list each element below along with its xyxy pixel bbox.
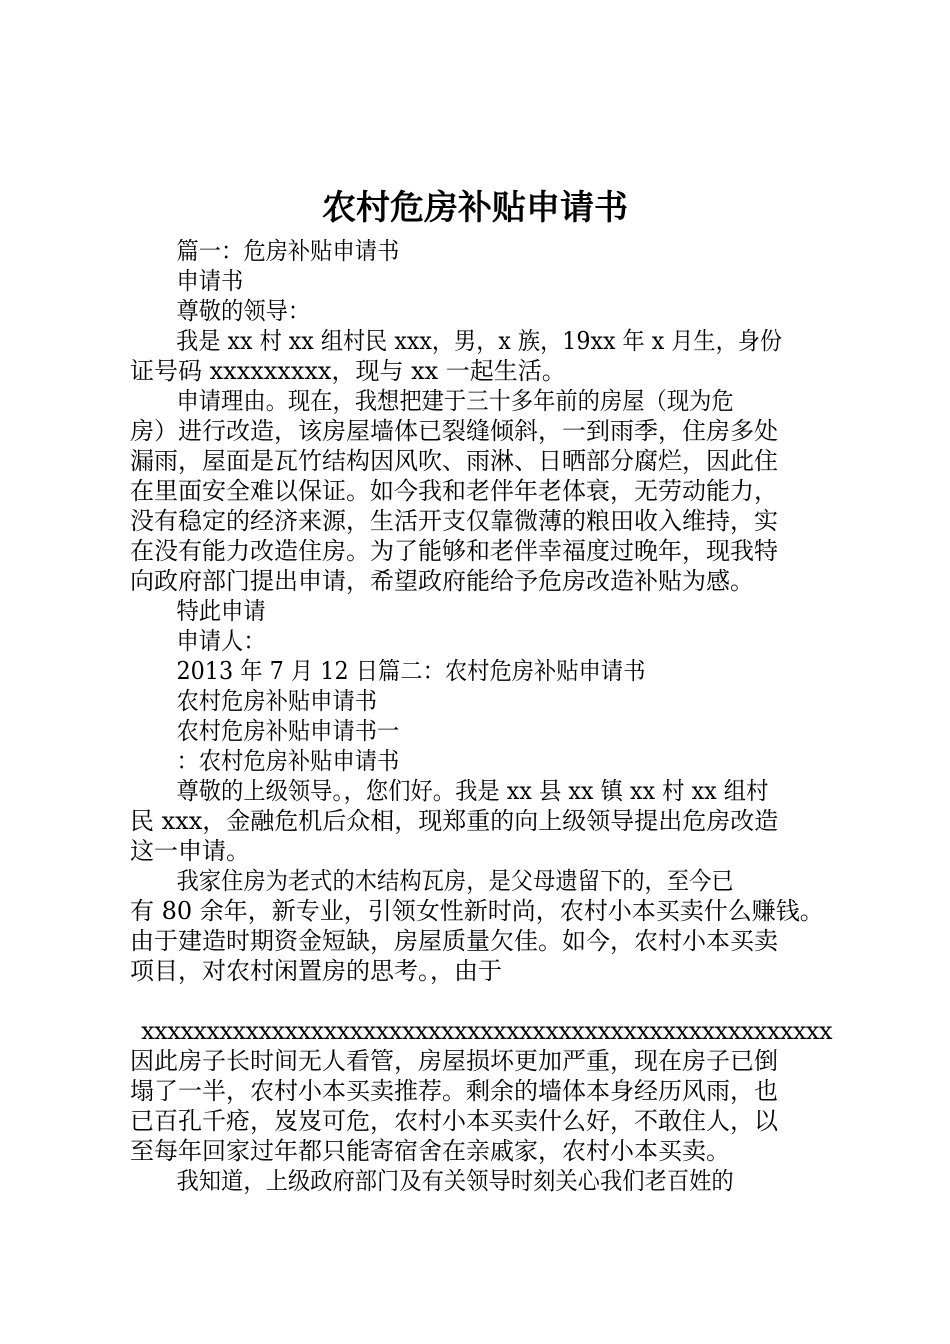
text-line: 我知道，上级政府部门及有关领导时刻关心我们老百姓的 [176, 1167, 734, 1195]
text-line: 篇一：危房补贴申请书 [176, 237, 400, 265]
text-line: 尊敬的领导： [176, 297, 311, 325]
text-line: 没有稳定的经济来源，生活开支仅靠微薄的粮田收入维持，实 [130, 507, 778, 535]
text-line: xxxxxxxxxxxxxxxxxxxxxxxxxxxxxxxxxxxxxxxxxxxxxxxxxxxxx [141, 1017, 832, 1045]
text-line: 民 xxx，金融危机后众相，现郑重的向上级领导提出危房改造 [130, 807, 779, 835]
text-line: 证号码 xxxxxxxxx，现与 xx 一起生活。 [130, 357, 566, 385]
text-line: 有 80 余年，新专业，引领女性新时尚，农村小本买卖什么赚钱。 [130, 897, 824, 925]
text-line: 因此房子长时间无人看管，房屋损坏更加严重，现在房子已倒 [130, 1047, 778, 1075]
text-line: 我是 xx 村 xx 组村民 xxx，男，x 族，19xx 年 x 月生，身份 [176, 327, 783, 355]
text-line: 我家住房为老式的木结构瓦房，是父母遗留下的，至今已 [176, 867, 734, 895]
text-line: 申请人： [176, 627, 266, 655]
text-line: 农村危房补贴申请书 [176, 687, 378, 715]
text-line: 2013 年 7 月 12 日篇二：农村危房补贴申请书 [176, 657, 646, 685]
text-line: 这一申请。 [130, 837, 250, 865]
text-line: 塌了一半，农村小本买卖推荐。剩余的墙体本身经历风雨，也 [130, 1077, 778, 1105]
text-line: 至每年回家过年都只能寄宿舍在亲戚家，农村小本买卖。 [130, 1137, 730, 1165]
document-title: 农村危房补贴申请书 [322, 188, 628, 228]
text-line: 向政府部门提出申请，希望政府能给予危房改造补贴为感。 [130, 567, 754, 595]
text-line: 申请书 [176, 267, 244, 295]
text-line: 在里面安全难以保证。如今我和老伴年老体衰，无劳动能力， [130, 477, 778, 505]
text-line: 申请理由。现在，我想把建于三十多年前的房屋（现为危 [176, 387, 734, 415]
text-line: 特此申请 [176, 597, 266, 625]
text-line: 项目，对农村闲置房的思考。，由于 [130, 957, 502, 985]
text-line: 尊敬的上级领导。，您们好。我是 xx 县 xx 镇 xx 村 xx 组村 [176, 777, 769, 805]
text-line: 已百孔千疮，岌岌可危，农村小本买卖什么好，不敢住人，以 [130, 1107, 778, 1135]
text-line: ：农村危房补贴申请书 [176, 747, 400, 775]
text-line [130, 986, 832, 1016]
text-line: 在没有能力改造住房。为了能够和老伴幸福度过晚年，现我特 [130, 537, 778, 565]
text-line: 房）进行改造，该房屋墙体已裂缝倾斜，一到雨季，住房多处 [130, 417, 778, 445]
text-line: 漏雨，屋面是瓦竹结构因风吹、雨淋、日晒部分腐烂，因此住 [130, 447, 778, 475]
text-line: 由于建造时期资金短缺，房屋质量欠佳。如今，农村小本买卖 [130, 927, 778, 955]
document-body [130, 236, 832, 1196]
text-line: 农村危房补贴申请书一 [176, 717, 400, 745]
